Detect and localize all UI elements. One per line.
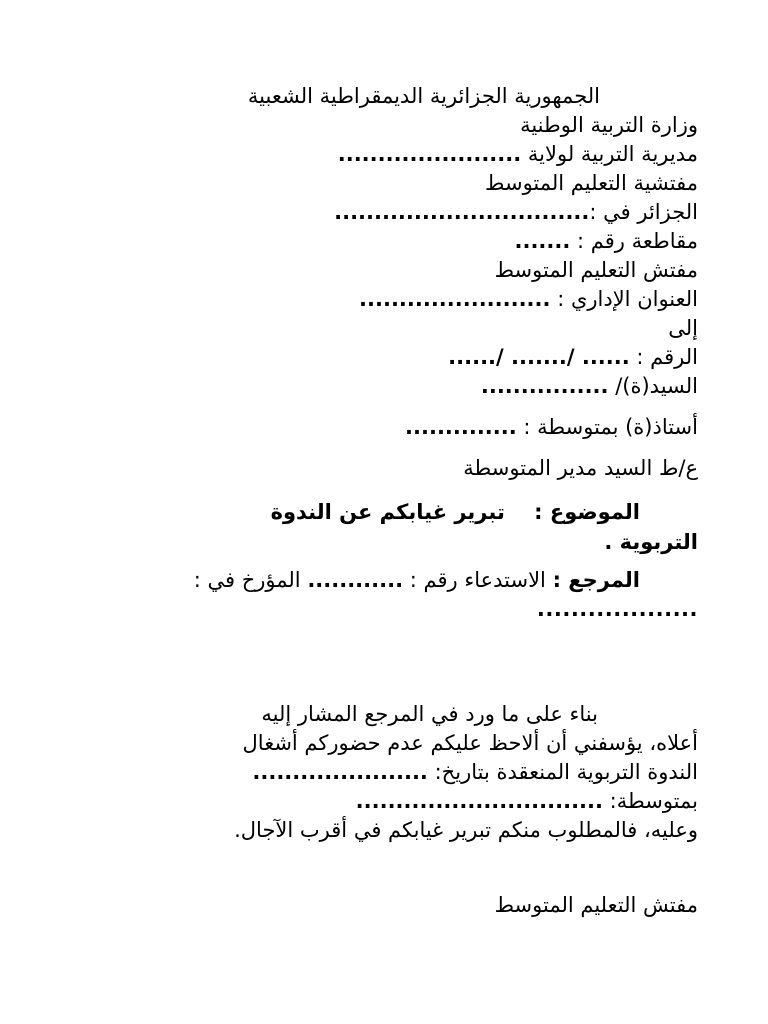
- subject-line: [70, 497, 698, 527]
- reference-label: المرجع :: [552, 568, 640, 592]
- reference-dated-label: المؤرخ في :: [193, 568, 301, 592]
- address-label: العنوان الإداري :: [557, 287, 698, 311]
- inspectorate-text: مفتشية التعليم المتوسط: [485, 171, 698, 195]
- body-blank-4: ...............................: [355, 789, 603, 813]
- reference-date-blank: ...................: [536, 597, 698, 621]
- ministry-text: وزارة التربية الوطنية: [520, 113, 698, 137]
- district-blank: .......: [514, 229, 571, 253]
- body-line-5: [70, 816, 698, 845]
- teacher-label: أستاذ(ة) بمتوسطة :: [523, 415, 698, 439]
- ministry-line: [70, 111, 698, 140]
- signature-title: مفتش التعليم المتوسط: [494, 893, 698, 917]
- recipient-line: [70, 372, 698, 401]
- inspector-title-text: مفتش التعليم المتوسط: [494, 258, 698, 282]
- body-text-2: أعلاه، يؤسفني أن ألاحظ عليكم عدم حضوركم أشغال: [242, 731, 698, 755]
- date-line: [70, 198, 698, 227]
- letter-page: [70, 82, 698, 920]
- signature-line: [70, 891, 698, 920]
- address-line: [70, 285, 698, 314]
- body-line-4: [70, 787, 698, 816]
- body-text-4: بمتوسطة:: [609, 789, 698, 813]
- reference-line: [70, 565, 698, 595]
- number-label: الرقم :: [636, 345, 698, 369]
- directorate-blank: .......................: [337, 142, 522, 166]
- date-blank: ................................: [334, 200, 590, 224]
- teacher-blank: ..............: [405, 415, 517, 439]
- reference-text: الاستدعاء رقم :: [409, 568, 546, 592]
- inspector-title-line: [70, 256, 698, 285]
- to-line: [70, 314, 698, 343]
- reference-line-cont: [70, 595, 698, 624]
- republic-title: [70, 82, 698, 111]
- district-label: مقاطعة رقم :: [577, 229, 698, 253]
- directorate-label: مديرية التربية لولاية: [527, 142, 698, 166]
- date-label: الجزائر في :: [589, 200, 698, 224]
- to-label: إلى: [668, 316, 698, 340]
- body-text-3: الندوة التربوية المنعقدة بتاريخ:: [434, 760, 698, 784]
- recipient-blank: ................: [480, 374, 609, 398]
- reference-number-blank: ............: [307, 568, 404, 592]
- subject-label: الموضوع :: [534, 500, 640, 524]
- body-text-1: بناء على ما ورد في المرجع المشار إليه: [261, 702, 598, 726]
- number-line: [70, 343, 698, 372]
- body-line-1: [70, 700, 698, 729]
- recipient-label: السيد(ة)/: [615, 374, 698, 398]
- subject-text: تبرير غيابكم عن الندوة: [270, 500, 505, 524]
- inspectorate-line: [70, 169, 698, 198]
- address-blank: ........................: [359, 287, 551, 311]
- teacher-line: [70, 413, 698, 442]
- subject-text-cont: التربوية .: [604, 530, 698, 554]
- number-blank: ...... /....... /......: [448, 345, 630, 369]
- body-text-5: وعليه، فالمطلوب منكم تبرير غيابكم في أقرب الآجال.: [234, 818, 698, 842]
- directorate-line: [70, 140, 698, 169]
- body-line-3: [70, 758, 698, 787]
- body-blank-3: ......................: [252, 760, 428, 784]
- subject-line-cont: [70, 527, 698, 557]
- district-line: [70, 227, 698, 256]
- via-text: ع/ط السيد مدير المتوسطة: [463, 456, 698, 480]
- republic-title-text: الجمهورية الجزائرية الديمقراطية الشعبية: [247, 84, 600, 108]
- body-line-2: [70, 729, 698, 758]
- via-line: [70, 454, 698, 483]
